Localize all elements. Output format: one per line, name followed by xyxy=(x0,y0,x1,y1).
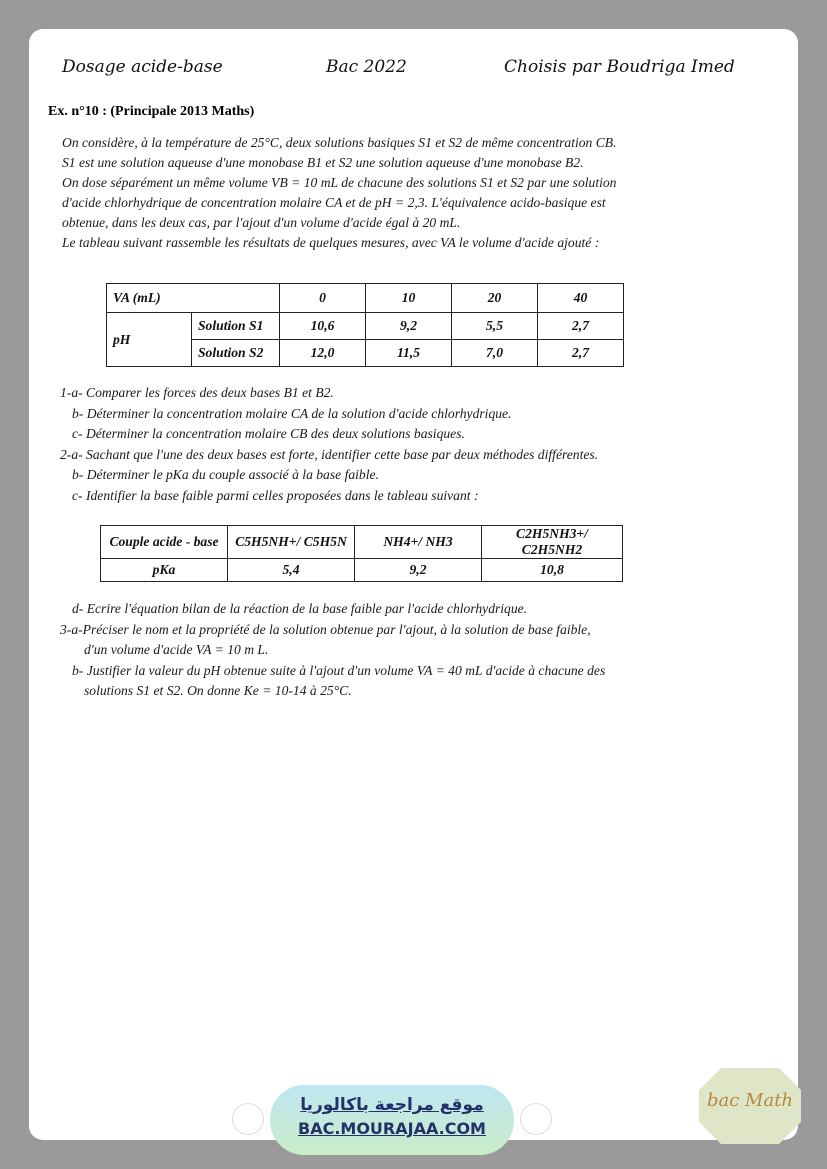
pka-cell: 9,2 xyxy=(355,559,482,582)
measurements-table xyxy=(106,283,624,367)
question-line: 2-a- Sachant que l'une des deux bases est forte, identifier cette base par deux méthodes différentes. xyxy=(60,446,599,462)
volume-cell: 40 xyxy=(538,284,624,313)
exercise-title: Ex. n°10 : (Principale 2013 Maths) xyxy=(48,104,255,119)
header-author: Choisis par Boudriga Imed xyxy=(504,57,735,77)
question-line: 3-a-Préciser le nom et la propriété de la solution obtenue par l'ajout, à la solution de base faible, xyxy=(60,621,591,637)
table-row xyxy=(101,559,623,582)
header-cell: VA (mL) xyxy=(107,284,280,313)
site-name-arabic[interactable]: موقع مراجعة باكالوريا xyxy=(300,1095,484,1115)
pka-table xyxy=(100,525,623,582)
question-line: solutions S1 et S2. On donne Ke = 10-14 à 25°C. xyxy=(84,683,352,699)
intro-line: On dose séparément un même volume VB = 10 mL de chacune des solutions S1 et S2 par une solution xyxy=(62,175,617,190)
questions-part2 xyxy=(60,599,605,702)
site-url[interactable]: BAC.MOURAJAA.COM xyxy=(298,1119,486,1138)
site-banner[interactable] xyxy=(270,1085,514,1155)
question-line: b- Justifier la valeur du pH obtenue suite à l'ajout d'un volume VA = 40 mL d'acide à chacune des xyxy=(72,662,606,678)
volume-cell: 0 xyxy=(280,284,366,313)
table-row xyxy=(107,313,624,340)
question-line: c- Identifier la base faible parmi celles proposées dans le tableau suivant : xyxy=(72,487,479,503)
pka-cell: 10,8 xyxy=(482,559,623,582)
pka-label-cell: pKa xyxy=(101,559,228,582)
question-line: c- Déterminer la concentration molaire CB des deux solutions basiques. xyxy=(72,426,465,442)
questions-part1 xyxy=(60,383,598,507)
ph-cell: 2,7 xyxy=(538,313,624,340)
bac-math-badge xyxy=(697,1066,803,1146)
ph-cell: 5,5 xyxy=(452,313,538,340)
site-logo-icon xyxy=(232,1103,264,1135)
intro-line: S1 est une solution aqueuse d'une monobase B1 et S2 une solution aqueuse d'une monobase B2. xyxy=(62,155,584,170)
site-logo-icon xyxy=(520,1103,552,1135)
intro-line: d'acide chlorhydrique de concentration molaire CA et de pH = 2,3. L'équivalence acido-basique est xyxy=(62,195,606,210)
volume-cell: 10 xyxy=(366,284,452,313)
ph-label-cell: pH xyxy=(107,313,192,367)
couple-cell: C2H5NH3+/ C2H5NH2 xyxy=(482,526,623,559)
couple-cell: C5H5NH+/ C5H5N xyxy=(228,526,355,559)
intro-text xyxy=(62,133,672,253)
solution-label-cell: Solution S2 xyxy=(192,340,280,367)
ph-cell: 12,0 xyxy=(280,340,366,367)
intro-line: Le tableau suivant rassemble les résultats de quelques mesures, avec VA le volume d'acide ajouté : xyxy=(62,235,600,250)
solution-label-cell: Solution S1 xyxy=(192,313,280,340)
ph-cell: 11,5 xyxy=(366,340,452,367)
question-line: d'un volume d'acide VA = 10 m L. xyxy=(84,642,269,658)
pka-cell: 5,4 xyxy=(228,559,355,582)
ph-cell: 9,2 xyxy=(366,313,452,340)
ph-cell: 10,6 xyxy=(280,313,366,340)
couple-cell: NH4+/ NH3 xyxy=(355,526,482,559)
ph-cell: 2,7 xyxy=(538,340,624,367)
table-row xyxy=(107,284,624,313)
badge-text: bac Math xyxy=(706,1090,794,1111)
question-line: b- Déterminer le pKa du couple associé à la base faible. xyxy=(72,467,379,483)
header-year: Bac 2022 xyxy=(326,57,407,77)
intro-line: obtenue, dans les deux cas, par l'ajout d'un volume d'acide égal à 20 mL. xyxy=(62,215,461,230)
question-line: 1-a- Comparer les forces des deux bases B1 et B2. xyxy=(60,385,334,400)
intro-line: On considère, à la température de 25°C, deux solutions basiques S1 et S2 de même concentration CB. xyxy=(62,135,617,150)
header-cell: Couple acide - base xyxy=(101,526,228,559)
table-row xyxy=(101,526,623,559)
question-line: d- Ecrire l'équation bilan de la réaction de la base faible par l'acide chlorhydrique. xyxy=(72,601,528,616)
header-topic: Dosage acide-base xyxy=(62,57,223,77)
volume-cell: 20 xyxy=(452,284,538,313)
question-line: b- Déterminer la concentration molaire CA de la solution d'acide chlorhydrique. xyxy=(72,405,512,421)
ph-cell: 7,0 xyxy=(452,340,538,367)
